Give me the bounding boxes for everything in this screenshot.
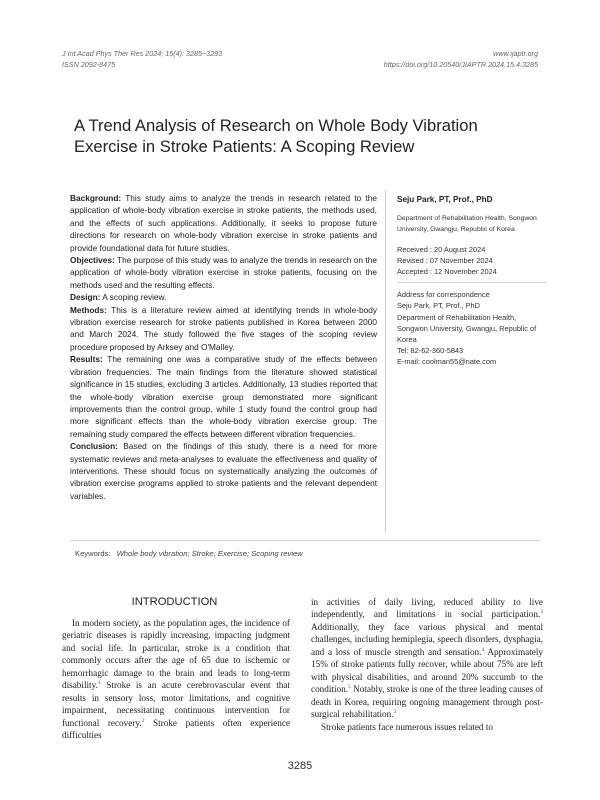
info-divider [397,282,547,283]
design-text: A scoping review. [100,292,167,303]
column-divider [385,190,386,533]
journal-site-link[interactable]: www.ijaptr.org [493,49,538,58]
paper-title: A Trend Analysis of Research on Whole Body Vibration Exercise in Stroke Patients: A Scoping Review [74,116,478,156]
conclusion-label: Conclusion: [70,441,118,452]
abstract-results [70,353,377,440]
journal-header-left [62,48,222,70]
abstract-methods [70,304,377,354]
background-label: Background: [70,193,122,203]
citation-ref[interactable]: 3 [393,709,397,716]
correspondence-tel: Tel: 82-62-360-5843 [397,346,464,356]
intro-text-2c: Approximately 15% of stroke patients fully recover, while about 75% are left with physical disabilities, and around 20% succumb to the condition. [311,646,544,695]
abstract-objectives [70,254,377,291]
citation-ref[interactable]: 3 [540,609,543,616]
conclusion-text: Based on the findings of this study, there is a need for more systematic reviews and meta-analyses to evaluate the effectiveness and quality of interventions. These should focus on systematically analyzing the outcomes of vibration exercise programs applied to stroke patients and the relevant dependent variables. [70,441,377,501]
abstract-divider [70,540,540,541]
methods-text: This is a literature review aimed at identifying trends in whole-body vibration exercise research for stroke patients published in Korea between 2000 and March 2024. The study followed the five stages of the scoping review procedure proposed by Arksey and O'Malley. [70,304,377,352]
intro-paragraph-2 [311,721,543,733]
objectives-label: Objectives: [70,255,115,266]
keywords [75,549,303,558]
correspondence-name: Seju Park, PT, Prof., PhD [397,301,480,311]
results-label: Results: [70,354,103,365]
doi-link[interactable]: https://doi.org/10.20540/JIAPTR.2024.15.4.3285 [383,60,538,69]
intro-text-2b: Additionally, they face various physical and mental challenges, including hemiplegia, speech disorders, dysphagia, and a loss of muscle strength and sensation. [311,621,543,657]
design-label: Design: [70,292,101,303]
body-column-left [62,617,290,742]
citation-ref[interactable]: 2 [141,717,145,724]
intro-text-1b: Stroke is an acute cerebrovascular event that results in sensory loss, motor limitations, and cognitive impairment, necessitating continuous intervention for functional recovery. [62,680,290,728]
issn: ISSN 2092-8475 [62,60,116,69]
correspondence-email[interactable]: E-mail: coolman55@nate.com [397,357,497,367]
page-number: 3285 [287,760,313,772]
results-text: The remaining one was a comparative study of the effects between vibration frequencies. The main findings from the literature showed statistical significance in 15 studies, excluding 3 articles. Additionally, 13 studies reported that the whole-body vibration exercise group demonstrated more significant improvements than the control group, while 1 study found the control group had more significant effects than the whole-body vibration exercise group. The remaining study compared the effects between different vibration frequencies. [70,354,377,439]
correspondence-label: Address for correspondence [397,290,490,300]
citation-ref[interactable]: 1 [97,680,101,687]
intro-text-1a: In modern society, as the population ages, the incidence of geriatric diseases is rapidly increasing, impacting judgment and social life. In particular, stroke is a condition that commonly occurs after the age of 65 due to ischemic or hemorrhagic damage to the brain and leads to long-term disability. [62,618,290,691]
intro-text-1c: Stroke patients often experience difficulties [62,717,290,741]
author-info-panel [397,194,547,368]
journal-citation: J Int Acad Phys Ther Res 2024; 15(4): 3285~3293 [62,49,223,58]
journal-header-right [384,48,538,70]
methods-label: Methods: [70,304,107,315]
intro-paragraph-1-cont [311,596,543,721]
body-column-right [311,596,543,733]
revised-date: Revised : 07 November 2024 [397,255,493,265]
background-text: This study aims to analyze the trends in research related to the application of whole-body vibration exercise in stroke patients, the methods used, and the effects of such applications. Additionally, it seeks to propose future directions for research on whole-body vibration exercise in stroke patients and provide foundational data for future studies. [70,193,377,253]
abstract-conclusion [70,440,377,502]
citation-ref[interactable]: 4 [481,646,485,653]
abstract-background [70,192,377,254]
keywords-label: Keywords: [75,549,111,558]
introduction-heading: INTRODUCTION [131,596,218,608]
keywords-value: Whole body vibration; Stroke; Exercise; Scoping review [116,549,303,558]
intro-text-2e: Stroke patients face numerous issues related to [321,721,493,732]
author-name: Seju Park, PT, Prof., PhD [397,195,493,204]
received-date: Received : 20 August 2024 [397,244,486,254]
intro-text-2a: in activities of daily living, reduced ability to live independently, and limitations in social participation. [311,597,543,620]
abstract-design [70,291,377,303]
intro-text-2d: Notably, stroke is one of the three leading causes of death in Korea, requiring ongoing management through post-surgical rehabilitation. [311,684,543,720]
correspondence-affiliation: Department of Rehabilitation Health, Songwon University, Gwangju, Republic of Korea [397,312,537,345]
abstract [70,192,377,502]
accepted-date: Accepted : 12 November 2024 [397,267,497,277]
author-affiliation: Department of Rehabilitation Health, Songwon University, Gwangju, Republic of Korea [397,215,537,234]
objectives-text: The purpose of this study was to analyze the trends in research on the application of whole-body vibration exercise in stroke patients, focusing on the methods used and the resulting effects. [70,255,377,290]
citation-ref[interactable]: 5 [348,684,351,691]
intro-paragraph-1 [62,617,290,742]
